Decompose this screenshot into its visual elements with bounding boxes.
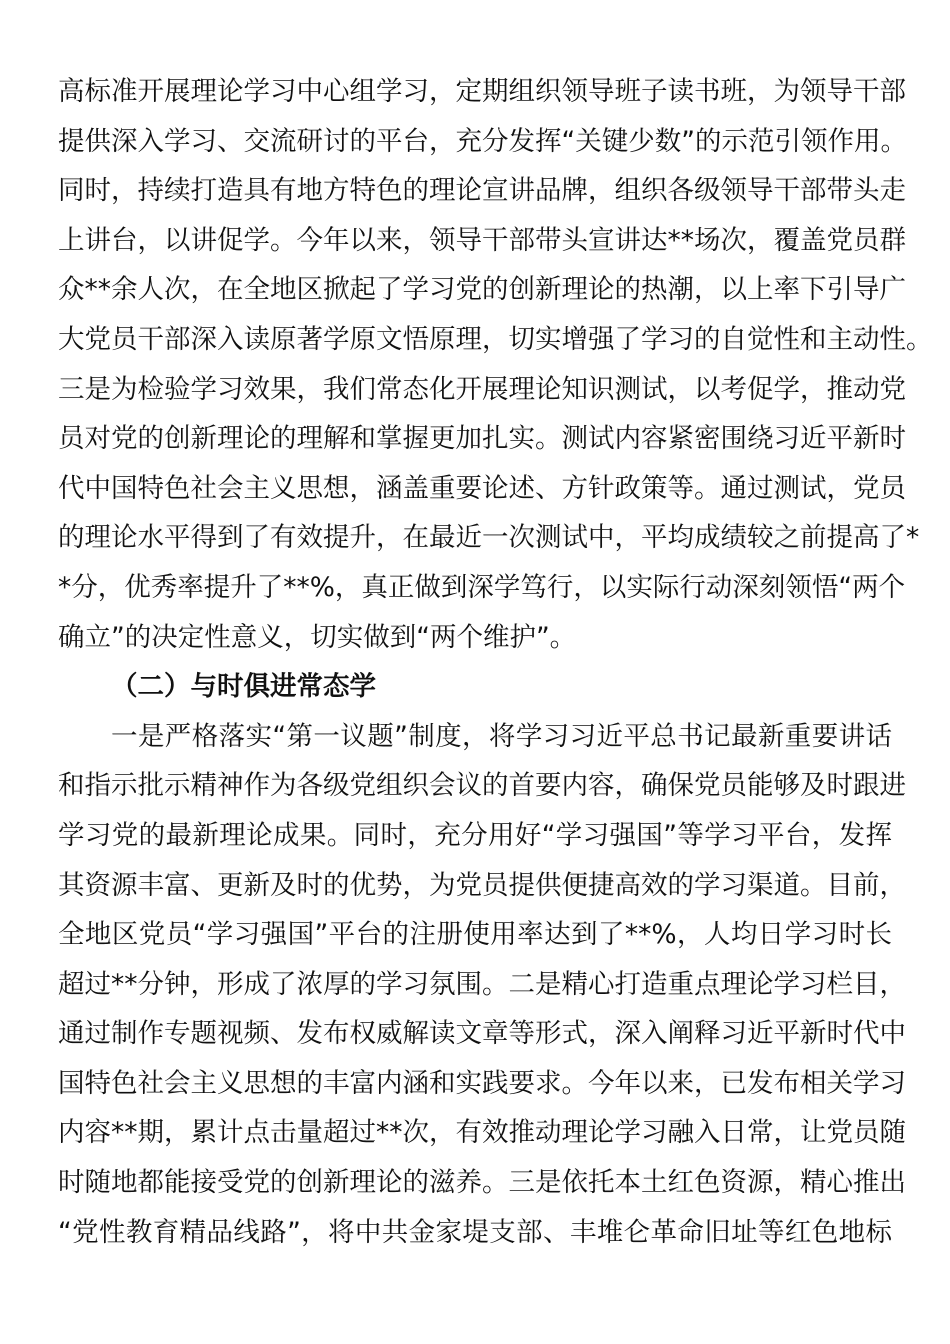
text-line: 高标准开展理论学习中心组学习，定期组织领导班子读书班，为领导干部 [58,76,906,107]
text-line: 确立”的决定性意义，切实做到“两个维护”。 [58,621,577,653]
text-line: 一是严格落实“第一议题”制度，将学习习近平总书记最新重要讲话 [111,720,892,752]
text-line: 通过制作专题视频、发布权威解读文章等形式，深入阐释习近平新时代中 [58,1018,906,1050]
paragraph [58,712,906,1258]
document-page [58,67,933,1257]
text-line: 国特色社会主义思想的丰富内涵和实践要求。今年以来，已发布相关学习 [58,1067,906,1099]
text-line: 其资源丰富、更新及时的优势，为党员提供便捷高效的学习渠道。目前， [58,869,906,901]
text-line: 超过**分钟，形成了浓厚的学习氛围。二是精心打造重点理论学习栏目， [58,968,906,1000]
text-line: 内容**期，累计点击量超过**次，有效推动理论学习融入日常，让党员随 [58,1117,906,1149]
text-line: “党性教育精品线路”，将中共金家堤支部、丰堆仑革命旧址等红色地标 [58,1216,892,1248]
section-heading: （二）与时俱进常态学 [111,671,376,703]
text-line: 全地区党员“学习强国”平台的注册使用率达到了**%，人均日学习时长 [58,919,892,951]
paragraph-continued [58,67,933,662]
text-line: 时随地都能接受党的创新理论的滋养。三是依托本土红色资源，精心推出 [58,1167,906,1199]
text-line: 三是为检验学习效果，我们常态化开展理论知识测试，以考促学，推动党 [58,373,906,405]
text-line: *分，优秀率提升了**%，真正做到深学笃行，以实际行动深刻领悟“两个 [58,571,906,603]
text-line: 学习党的最新理论成果。同时，充分用好“学习强国”等学习平台，发挥 [58,819,892,851]
text-line: 代中国特色社会主义思想，涵盖重要论述、方针政策等。通过测试，党员 [58,472,906,504]
text-line: 同时，持续打造具有地方特色的理论宣讲品牌，组织各级领导干部带头走 [58,175,906,207]
text-line: 的理论水平得到了有效提升，在最近一次测试中，平均成绩较之前提高了* [58,522,920,554]
text-line: 上讲台，以讲促学。今年以来，领导干部带头宣讲达**场次，覆盖党员群 [58,224,906,256]
text-line: 提供深入学习、交流研讨的平台，充分发挥“关键少数”的示范引领作用。 [58,125,907,157]
text-line: 大党员干部深入读原著学原文悟原理，切实增强了学习的自觉性和主动性。 [58,323,933,355]
text-line: 员对党的创新理论的理解和掌握更加扎实。测试内容紧密围绕习近平新时 [58,423,906,455]
text-line: 众**余人次，在全地区掀起了学习党的创新理论的热潮，以上率下引导广 [58,274,906,306]
text-line: 和指示批示精神作为各级党组织会议的首要内容，确保党员能够及时跟进 [58,770,906,802]
